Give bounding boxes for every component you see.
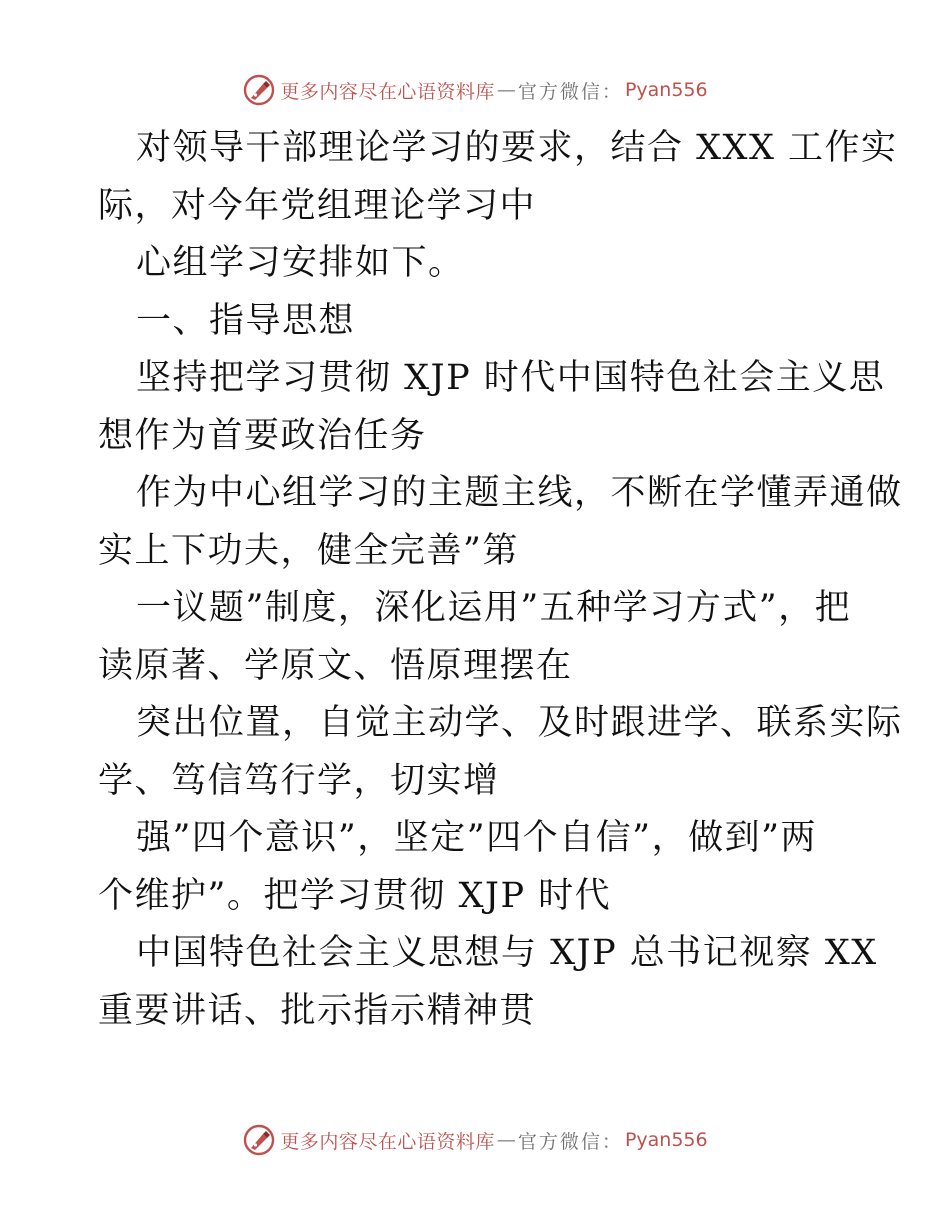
watermark-colon: ：: [601, 80, 621, 103]
watermark-wechat-id: Pyan556: [624, 1129, 708, 1151]
header-watermark: [0, 70, 950, 110]
text-line: 突出位置，自觉主动学、及时跟进学、联系实际: [136, 703, 903, 743]
text-line: 想作为首要政治任务: [98, 415, 427, 456]
text-line: 学、笃信笃行学，切实增: [98, 760, 500, 801]
section-heading: 一、指导思想: [136, 300, 356, 341]
footer-watermark: [0, 1120, 950, 1160]
text-line: 际，对今年党组理论学习中: [98, 185, 537, 226]
watermark-dash: —: [496, 79, 516, 101]
text-line: 对领导干部理论学习的要求，结合 XXX 工作实: [136, 128, 898, 168]
text-line: 个维护”。把学习贯彻 XJP 时代: [98, 875, 612, 916]
watermark-dash: —: [496, 1129, 516, 1151]
pen-nib-logo-icon: [242, 73, 276, 107]
watermark-text: 更多内容尽在心语资料库: [280, 1130, 495, 1153]
watermark-official-label: 官方微信: [517, 1130, 602, 1153]
watermark-text: 更多内容尽在心语资料库: [280, 80, 495, 103]
watermark-colon: ：: [601, 1130, 621, 1153]
text-line: 读原著、学原文、悟原理摆在: [98, 645, 573, 686]
document-body: [98, 120, 903, 1040]
pen-nib-logo-icon: [242, 1123, 276, 1157]
text-line: 重要讲话、批示指示精神贯: [98, 990, 537, 1031]
text-line: 心组学习安排如下。: [136, 243, 465, 283]
text-line: 一议题”制度，深化运用”五种学习方式”，把: [136, 588, 852, 628]
watermark-official-label: 官方微信: [517, 80, 602, 103]
text-line: 实上下功夫，健全完善”第: [98, 530, 519, 571]
text-line: 中国特色社会主义思想与 XJP 总书记视察 XX: [136, 933, 878, 973]
text-line: 坚持把学习贯彻 XJP 时代中国特色社会主义思: [136, 358, 886, 398]
text-line: 作为中心组学习的主题主线，不断在学懂弄通做: [136, 473, 903, 513]
text-line: 强”四个意识”，坚定”四个自信”，做到”两: [136, 818, 817, 858]
watermark-wechat-id: Pyan556: [624, 79, 708, 101]
